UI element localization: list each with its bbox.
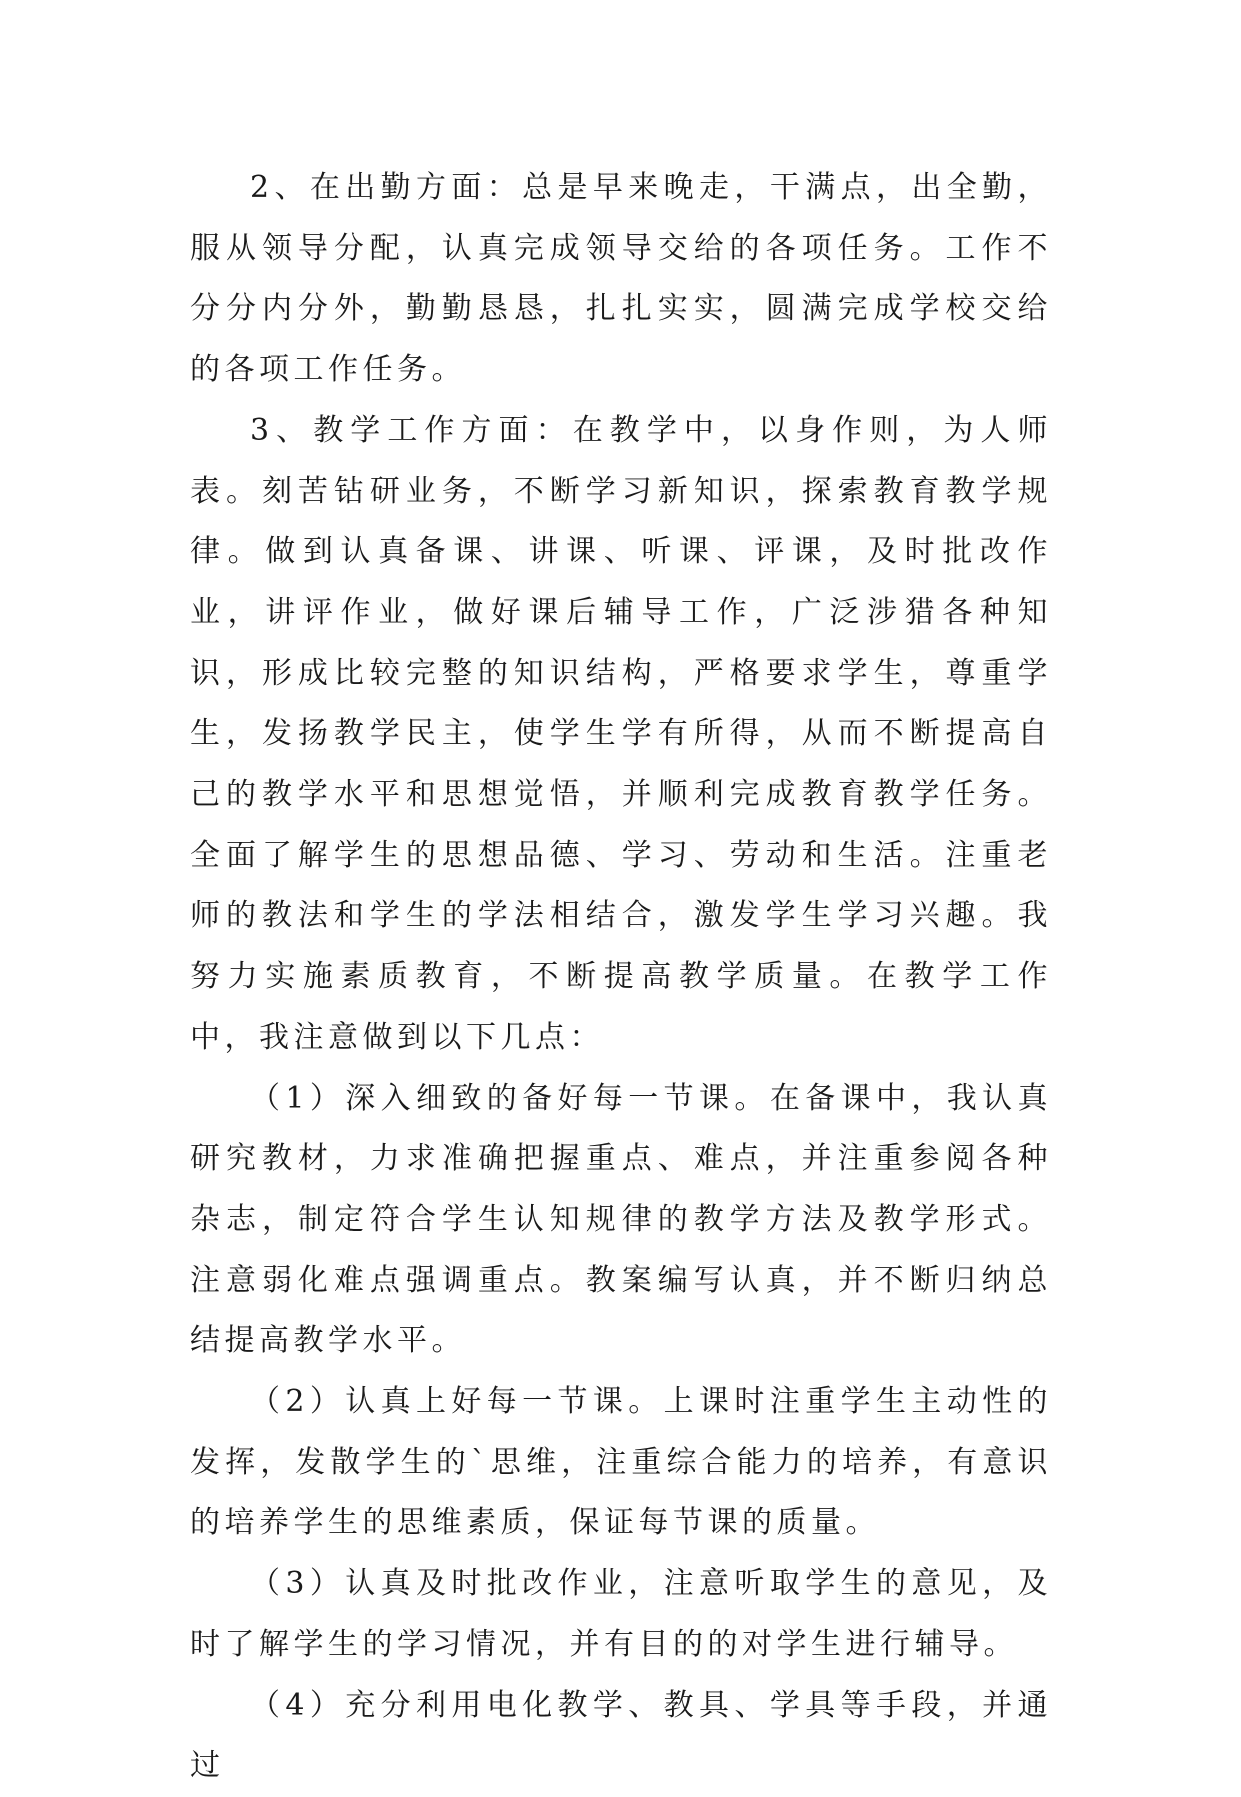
paragraph-attendance: 2、在出勤方面：总是早来晚走，干满点，出全勤，服从领导分配，认真完成领导交给的各项任务。工作不分分内分外，勤勤恳恳，扎扎实实，圆满完成学校交给的各项工作任务。 [190,170,1052,388]
paragraph-point-2: （2）认真上好每一节课。上课时注重学生主动性的发挥，发散学生的`思维，注重综合能力的培养，有意识的培养学生的思维素质，保证每节课的质量。 [190,1384,1052,1541]
paragraph-point-1: （1）深入细致的备好每一节课。在备课中，我认真研究教材，力求准确把握重点、难点，并注重参阅各种杂志，制定符合学生认知规律的教学方法及教学形式。注意弱化难点强调重点。教案编写认真，并不断归纳总结提高教学水平。 [190,1080,1052,1359]
document-body [190,158,1052,1797]
paragraph-teaching-work: 3、教学工作方面：在教学中，以身作则，为人师表。刻苦钻研业务，不断学习新知识，探索教育教学规律。做到认真备课、讲课、听课、评课，及时批改作业，讲评作业，做好课后辅导工作，广泛涉猎各种知识，形成比较完整的知识结构，严格要求学生，尊重学生，发扬教学民主，使学生学有所得，从而不断提高自己的教学水平和思想觉悟，并顺利完成教育教学任务。全面了解学生的思想品德、学习、劳动和生活。注重老师的教法和学生的学法相结合，激发学生学习兴趣。我努力实施素质教育，不断提高教学质量。在教学工作中，我注意做到以下几点： [190,412,1052,1055]
paragraph-point-3: （3）认真及时批改作业，注意听取学生的意见，及时了解学生的学习情况，并有目的的对学生进行辅导。 [190,1566,1052,1662]
paragraph-point-4: （4）充分利用电化教学、教具、学具等手段，并通过 [190,1687,1052,1784]
